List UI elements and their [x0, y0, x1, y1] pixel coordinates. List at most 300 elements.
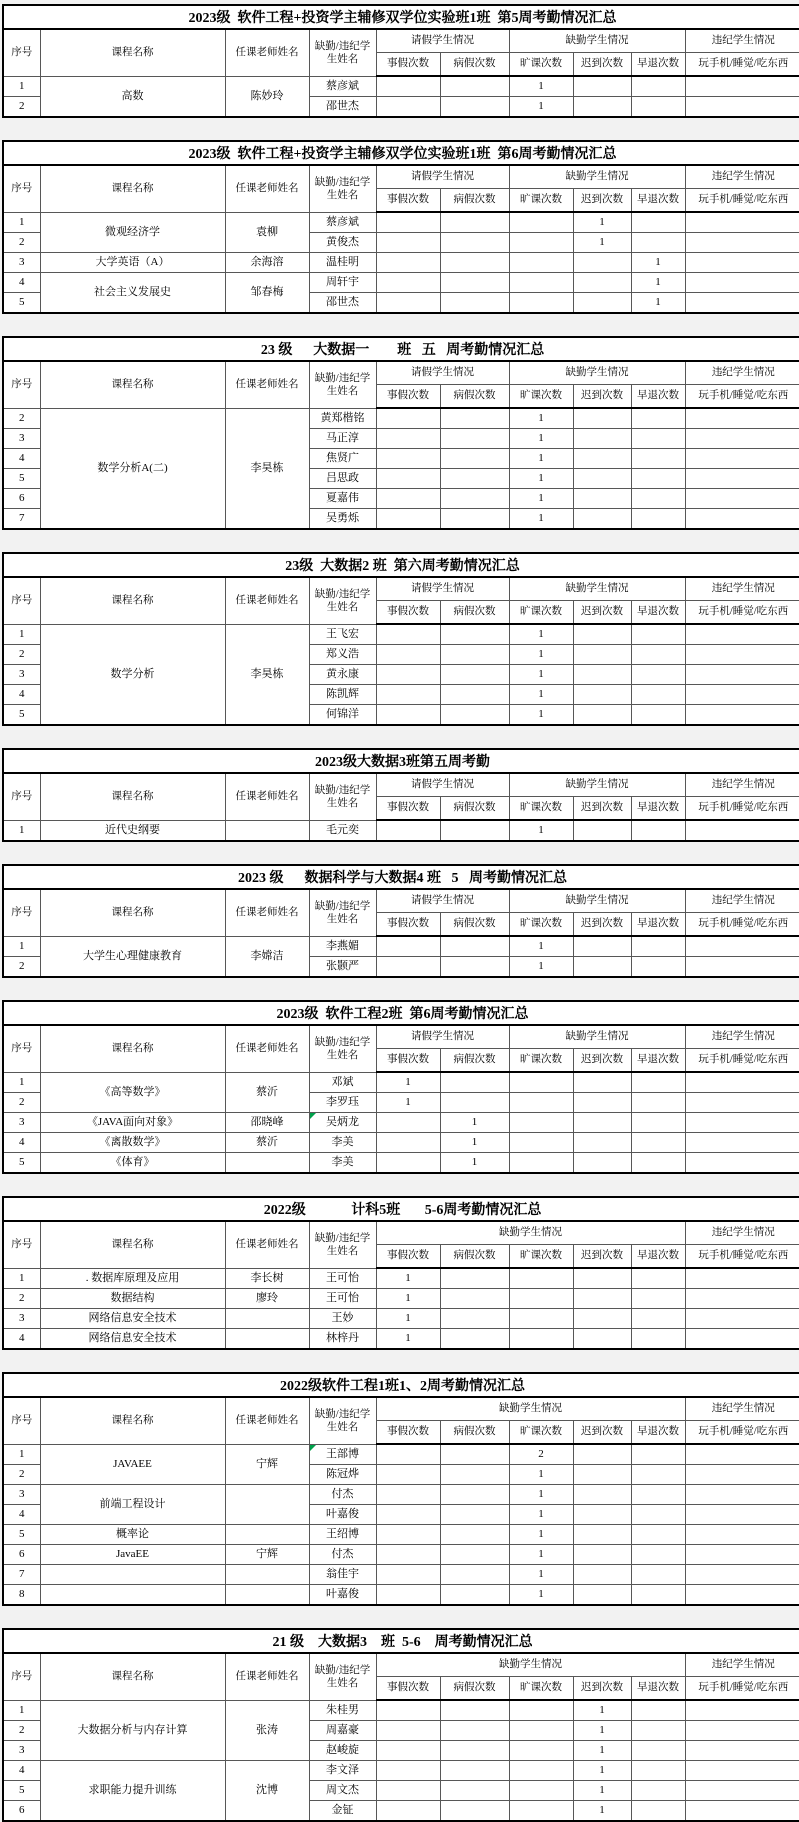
cell-student[interactable]: 蔡彦斌: [309, 76, 376, 97]
cell-discipline[interactable]: [685, 509, 799, 530]
col-header-early-leave[interactable]: 早退次数: [631, 1049, 685, 1073]
group-header-absent[interactable]: 缺勤学生情况: [376, 1397, 685, 1421]
cell-teacher[interactable]: [225, 1309, 309, 1329]
cell-count-early-leave[interactable]: [631, 820, 685, 841]
cell-count-late[interactable]: [573, 645, 631, 665]
table-title[interactable]: 21 级 大数据3 班 5-6 周考勤情况汇总: [3, 1629, 799, 1653]
cell-student[interactable]: 朱桂男: [309, 1700, 376, 1721]
col-header-early-leave[interactable]: 早退次数: [631, 1421, 685, 1445]
cell-count-personal-leave[interactable]: [376, 489, 440, 509]
cell-count-personal-leave[interactable]: [376, 449, 440, 469]
cell-count-truancy[interactable]: [509, 1153, 573, 1174]
table-title[interactable]: 2023级 软件工程2班 第6周考勤情况汇总: [3, 1001, 799, 1025]
cell-student[interactable]: 李美: [309, 1153, 376, 1174]
cell-count-late[interactable]: 1: [573, 1801, 631, 1822]
cell-count-late[interactable]: [573, 97, 631, 118]
col-header-student[interactable]: 缺勤/违纪学生姓名: [309, 1025, 376, 1072]
cell-course[interactable]: 前端工程设计: [40, 1485, 225, 1525]
cell-count-truancy[interactable]: [509, 1781, 573, 1801]
col-header-personal-leave[interactable]: 事假次数: [376, 797, 440, 821]
cell-teacher[interactable]: 袁柳: [225, 212, 309, 253]
cell-discipline[interactable]: [685, 1289, 799, 1309]
cell-count-late[interactable]: [573, 489, 631, 509]
cell-teacher[interactable]: 蔡沂: [225, 1133, 309, 1153]
col-header-serial[interactable]: 序号: [3, 889, 40, 936]
cell-student[interactable]: 邵世杰: [309, 97, 376, 118]
cell-count-personal-leave[interactable]: [376, 1761, 440, 1781]
cell-course[interactable]: 大学生心理健康教育: [40, 936, 225, 977]
cell-count-personal-leave[interactable]: [376, 1781, 440, 1801]
col-header-student[interactable]: 缺勤/违纪学生姓名: [309, 889, 376, 936]
cell-discipline[interactable]: [685, 705, 799, 726]
group-header-leave[interactable]: 请假学生情况: [376, 361, 509, 385]
cell-count-early-leave[interactable]: [631, 233, 685, 253]
cell-discipline[interactable]: [685, 97, 799, 118]
cell-count-late[interactable]: [573, 1153, 631, 1174]
cell-count-late[interactable]: [573, 1133, 631, 1153]
group-header-leave[interactable]: 请假学生情况: [376, 29, 509, 53]
col-header-early-leave[interactable]: 早退次数: [631, 913, 685, 937]
cell-count-sick-leave[interactable]: [440, 1761, 509, 1781]
cell-count-truancy[interactable]: [509, 233, 573, 253]
cell-student[interactable]: 吕思政: [309, 469, 376, 489]
cell-teacher[interactable]: [225, 1153, 309, 1174]
cell-discipline[interactable]: [685, 212, 799, 233]
cell-teacher[interactable]: 廖玲: [225, 1289, 309, 1309]
group-header-discipline[interactable]: 违纪学生情况: [685, 29, 799, 53]
cell-count-truancy[interactable]: 1: [509, 705, 573, 726]
cell-count-late[interactable]: [573, 429, 631, 449]
cell-serial[interactable]: 2: [3, 233, 40, 253]
cell-count-sick-leave[interactable]: [440, 212, 509, 233]
cell-count-sick-leave[interactable]: [440, 1585, 509, 1606]
col-header-late[interactable]: 迟到次数: [573, 797, 631, 821]
cell-student[interactable]: 黄郑楷铭: [309, 408, 376, 429]
cell-student[interactable]: 温桂明: [309, 253, 376, 273]
col-header-personal-leave[interactable]: 事假次数: [376, 1245, 440, 1269]
cell-teacher[interactable]: 李嫦洁: [225, 936, 309, 977]
cell-student[interactable]: 夏嘉伟: [309, 489, 376, 509]
cell-serial[interactable]: 1: [3, 1072, 40, 1093]
cell-count-truancy[interactable]: [509, 1093, 573, 1113]
col-header-student[interactable]: 缺勤/违纪学生姓名: [309, 577, 376, 624]
cell-count-personal-leave[interactable]: [376, 1801, 440, 1822]
cell-course[interactable]: 《体育》: [40, 1153, 225, 1174]
cell-count-late[interactable]: [573, 1465, 631, 1485]
cell-serial[interactable]: 2: [3, 957, 40, 978]
cell-count-truancy[interactable]: 1: [509, 1525, 573, 1545]
cell-count-early-leave[interactable]: [631, 1485, 685, 1505]
cell-count-early-leave[interactable]: [631, 212, 685, 233]
cell-count-truancy[interactable]: 1: [509, 820, 573, 841]
cell-count-truancy[interactable]: 1: [509, 624, 573, 645]
cell-serial[interactable]: 4: [3, 273, 40, 293]
cell-count-sick-leave[interactable]: [440, 1741, 509, 1761]
table-title[interactable]: 2023级 软件工程+投资学主辅修双学位实验班1班 第6周考勤情况汇总: [3, 141, 799, 165]
cell-count-early-leave[interactable]: [631, 509, 685, 530]
cell-discipline[interactable]: [685, 1565, 799, 1585]
cell-student[interactable]: 林梓丹: [309, 1329, 376, 1350]
cell-count-sick-leave[interactable]: [440, 1485, 509, 1505]
cell-discipline[interactable]: [685, 1153, 799, 1174]
cell-discipline[interactable]: [685, 1444, 799, 1465]
cell-count-personal-leave[interactable]: [376, 705, 440, 726]
cell-discipline[interactable]: [685, 1465, 799, 1485]
cell-student[interactable]: 王飞宏: [309, 624, 376, 645]
col-header-student[interactable]: 缺勤/违纪学生姓名: [309, 165, 376, 212]
group-header-absent[interactable]: 缺勤学生情况: [509, 1025, 685, 1049]
cell-count-late[interactable]: [573, 685, 631, 705]
cell-course[interactable]: 高数: [40, 76, 225, 117]
cell-count-early-leave[interactable]: [631, 1153, 685, 1174]
cell-count-truancy[interactable]: 1: [509, 1465, 573, 1485]
col-header-sick-leave[interactable]: 病假次数: [440, 189, 509, 213]
col-header-late[interactable]: 迟到次数: [573, 913, 631, 937]
cell-count-early-leave[interactable]: [631, 1309, 685, 1329]
col-header-truancy[interactable]: 旷课次数: [509, 1677, 573, 1701]
col-header-course[interactable]: 课程名称: [40, 361, 225, 408]
col-header-discipline-detail[interactable]: 玩手机/睡觉/吃东西: [685, 1049, 799, 1073]
cell-discipline[interactable]: [685, 469, 799, 489]
cell-count-late[interactable]: [573, 253, 631, 273]
col-header-serial[interactable]: 序号: [3, 361, 40, 408]
col-header-early-leave[interactable]: 早退次数: [631, 385, 685, 409]
cell-count-early-leave[interactable]: [631, 665, 685, 685]
col-header-truancy[interactable]: 旷课次数: [509, 913, 573, 937]
col-header-late[interactable]: 迟到次数: [573, 1677, 631, 1701]
cell-discipline[interactable]: [685, 1585, 799, 1606]
cell-count-sick-leave[interactable]: [440, 509, 509, 530]
cell-count-sick-leave[interactable]: [440, 253, 509, 273]
cell-count-personal-leave[interactable]: [376, 233, 440, 253]
cell-teacher[interactable]: 余海溶: [225, 253, 309, 273]
col-header-teacher[interactable]: 任课老师姓名: [225, 773, 309, 820]
col-header-course[interactable]: 课程名称: [40, 1221, 225, 1268]
col-header-late[interactable]: 迟到次数: [573, 601, 631, 625]
cell-discipline[interactable]: [685, 273, 799, 293]
group-header-discipline[interactable]: 违纪学生情况: [685, 889, 799, 913]
cell-count-sick-leave[interactable]: [440, 1721, 509, 1741]
col-header-discipline-detail[interactable]: 玩手机/睡觉/吃东西: [685, 1245, 799, 1269]
cell-serial[interactable]: 2: [3, 1093, 40, 1113]
col-header-truancy[interactable]: 旷课次数: [509, 53, 573, 77]
cell-count-early-leave[interactable]: 1: [631, 293, 685, 314]
cell-count-early-leave[interactable]: [631, 1565, 685, 1585]
cell-discipline[interactable]: [685, 1700, 799, 1721]
cell-serial[interactable]: 1: [3, 936, 40, 957]
cell-discipline[interactable]: [685, 76, 799, 97]
cell-student[interactable]: 王可怡: [309, 1268, 376, 1289]
cell-count-late[interactable]: 1: [573, 1721, 631, 1741]
cell-student[interactable]: 金钲: [309, 1801, 376, 1822]
cell-student[interactable]: 郑义浩: [309, 645, 376, 665]
group-header-leave[interactable]: 请假学生情况: [376, 889, 509, 913]
cell-count-sick-leave[interactable]: [440, 624, 509, 645]
col-header-serial[interactable]: 序号: [3, 1653, 40, 1700]
col-header-late[interactable]: 迟到次数: [573, 1245, 631, 1269]
col-header-course[interactable]: 课程名称: [40, 1653, 225, 1700]
cell-count-personal-leave[interactable]: [376, 469, 440, 489]
group-header-absent[interactable]: 缺勤学生情况: [509, 577, 685, 601]
col-header-discipline-detail[interactable]: 玩手机/睡觉/吃东西: [685, 385, 799, 409]
cell-teacher[interactable]: 沈博: [225, 1761, 309, 1822]
col-header-discipline-detail[interactable]: 玩手机/睡觉/吃东西: [685, 1677, 799, 1701]
cell-course[interactable]: 网络信息安全技术: [40, 1329, 225, 1350]
col-header-personal-leave[interactable]: 事假次数: [376, 1677, 440, 1701]
table-title[interactable]: 23 级 大数据一 班 五 周考勤情况汇总: [3, 337, 799, 361]
col-header-early-leave[interactable]: 早退次数: [631, 601, 685, 625]
cell-count-personal-leave[interactable]: [376, 97, 440, 118]
cell-count-early-leave[interactable]: [631, 936, 685, 957]
cell-serial[interactable]: 3: [3, 429, 40, 449]
cell-count-late[interactable]: 1: [573, 233, 631, 253]
cell-count-late[interactable]: [573, 936, 631, 957]
cell-count-truancy[interactable]: 1: [509, 509, 573, 530]
col-header-course[interactable]: 课程名称: [40, 889, 225, 936]
cell-count-late[interactable]: [573, 1585, 631, 1606]
col-header-sick-leave[interactable]: 病假次数: [440, 601, 509, 625]
cell-count-early-leave[interactable]: [631, 1289, 685, 1309]
cell-teacher[interactable]: [225, 1525, 309, 1545]
col-header-student[interactable]: 缺勤/违纪学生姓名: [309, 773, 376, 820]
cell-discipline[interactable]: [685, 1761, 799, 1781]
cell-discipline[interactable]: [685, 957, 799, 978]
cell-count-early-leave[interactable]: [631, 1444, 685, 1465]
cell-course[interactable]: 社会主义发展史: [40, 273, 225, 314]
col-header-teacher[interactable]: 任课老师姓名: [225, 1653, 309, 1700]
cell-count-personal-leave[interactable]: [376, 645, 440, 665]
cell-count-personal-leave[interactable]: [376, 1741, 440, 1761]
cell-count-late[interactable]: [573, 469, 631, 489]
cell-student[interactable]: 黄俊杰: [309, 233, 376, 253]
col-header-sick-leave[interactable]: 病假次数: [440, 1245, 509, 1269]
cell-serial[interactable]: 2: [3, 1465, 40, 1485]
cell-student[interactable]: 周嘉豪: [309, 1721, 376, 1741]
col-header-discipline-detail[interactable]: 玩手机/睡觉/吃东西: [685, 1421, 799, 1445]
cell-course[interactable]: 数学分析A(二): [40, 408, 225, 529]
cell-serial[interactable]: 3: [3, 1309, 40, 1329]
cell-count-early-leave[interactable]: 1: [631, 253, 685, 273]
col-header-truancy[interactable]: 旷课次数: [509, 1049, 573, 1073]
cell-count-truancy[interactable]: 1: [509, 408, 573, 429]
cell-count-personal-leave[interactable]: [376, 624, 440, 645]
cell-count-late[interactable]: [573, 1289, 631, 1309]
cell-count-early-leave[interactable]: [631, 1741, 685, 1761]
cell-count-truancy[interactable]: 1: [509, 1585, 573, 1606]
cell-count-sick-leave[interactable]: [440, 1309, 509, 1329]
cell-count-early-leave[interactable]: [631, 1721, 685, 1741]
cell-serial[interactable]: 4: [3, 1761, 40, 1781]
cell-student[interactable]: 王绍博: [309, 1525, 376, 1545]
cell-count-early-leave[interactable]: [631, 76, 685, 97]
cell-student[interactable]: 李罗珏: [309, 1093, 376, 1113]
cell-teacher[interactable]: [225, 820, 309, 841]
col-header-course[interactable]: 课程名称: [40, 1397, 225, 1444]
cell-course[interactable]: 网络信息安全技术: [40, 1309, 225, 1329]
cell-discipline[interactable]: [685, 1525, 799, 1545]
col-header-serial[interactable]: 序号: [3, 1397, 40, 1444]
cell-student[interactable]: 叶嘉俊: [309, 1505, 376, 1525]
cell-count-personal-leave[interactable]: [376, 293, 440, 314]
col-header-course[interactable]: 课程名称: [40, 1025, 225, 1072]
cell-count-truancy[interactable]: [509, 1072, 573, 1093]
cell-count-sick-leave[interactable]: [440, 1545, 509, 1565]
cell-student[interactable]: 毛元奕: [309, 820, 376, 841]
cell-count-late[interactable]: [573, 1329, 631, 1350]
cell-count-late[interactable]: [573, 957, 631, 978]
cell-serial[interactable]: 2: [3, 408, 40, 429]
cell-count-truancy[interactable]: 1: [509, 449, 573, 469]
cell-count-early-leave[interactable]: [631, 1700, 685, 1721]
cell-student[interactable]: 周文杰: [309, 1781, 376, 1801]
cell-count-late[interactable]: [573, 293, 631, 314]
group-header-leave[interactable]: 请假学生情况: [376, 165, 509, 189]
col-header-sick-leave[interactable]: 病假次数: [440, 913, 509, 937]
col-header-serial[interactable]: 序号: [3, 1221, 40, 1268]
cell-discipline[interactable]: [685, 1329, 799, 1350]
group-header-leave[interactable]: 请假学生情况: [376, 773, 509, 797]
cell-teacher[interactable]: 宁辉: [225, 1444, 309, 1485]
col-header-teacher[interactable]: 任课老师姓名: [225, 577, 309, 624]
col-header-personal-leave[interactable]: 事假次数: [376, 601, 440, 625]
cell-course[interactable]: 数据结构: [40, 1289, 225, 1309]
cell-count-personal-leave[interactable]: 1: [376, 1093, 440, 1113]
cell-count-sick-leave[interactable]: [440, 1289, 509, 1309]
cell-serial[interactable]: 2: [3, 645, 40, 665]
cell-count-truancy[interactable]: [509, 1113, 573, 1133]
cell-course[interactable]: 《高等数学》: [40, 1072, 225, 1113]
cell-count-truancy[interactable]: [509, 1741, 573, 1761]
cell-course[interactable]: 《JAVA面向对象》: [40, 1113, 225, 1133]
cell-count-truancy[interactable]: [509, 1721, 573, 1741]
cell-count-early-leave[interactable]: 1: [631, 273, 685, 293]
col-header-truancy[interactable]: 旷课次数: [509, 1245, 573, 1269]
col-header-truancy[interactable]: 旷课次数: [509, 385, 573, 409]
cell-count-early-leave[interactable]: [631, 957, 685, 978]
cell-count-late[interactable]: [573, 1072, 631, 1093]
cell-serial[interactable]: 1: [3, 1268, 40, 1289]
cell-count-personal-leave[interactable]: [376, 1565, 440, 1585]
cell-count-early-leave[interactable]: [631, 408, 685, 429]
cell-discipline[interactable]: [685, 1721, 799, 1741]
cell-count-truancy[interactable]: 1: [509, 936, 573, 957]
cell-count-sick-leave[interactable]: [440, 97, 509, 118]
cell-serial[interactable]: 4: [3, 1329, 40, 1350]
col-header-personal-leave[interactable]: 事假次数: [376, 1421, 440, 1445]
cell-course[interactable]: 概率论: [40, 1525, 225, 1545]
cell-count-sick-leave[interactable]: [440, 1072, 509, 1093]
cell-count-personal-leave[interactable]: [376, 1113, 440, 1133]
cell-count-sick-leave[interactable]: [440, 469, 509, 489]
cell-count-truancy[interactable]: [509, 1133, 573, 1153]
table-title[interactable]: 2023级 软件工程+投资学主辅修双学位实验班1班 第5周考勤情况汇总: [3, 5, 799, 29]
cell-count-early-leave[interactable]: [631, 429, 685, 449]
col-header-late[interactable]: 迟到次数: [573, 1421, 631, 1445]
group-header-absent[interactable]: 缺勤学生情况: [509, 889, 685, 913]
cell-count-early-leave[interactable]: [631, 1093, 685, 1113]
cell-count-personal-leave[interactable]: [376, 936, 440, 957]
cell-serial[interactable]: 4: [3, 1505, 40, 1525]
cell-discipline[interactable]: [685, 1545, 799, 1565]
group-header-discipline[interactable]: 违纪学生情况: [685, 1653, 799, 1677]
cell-count-early-leave[interactable]: [631, 645, 685, 665]
cell-student[interactable]: 何锦洋: [309, 705, 376, 726]
cell-count-sick-leave[interactable]: [440, 1093, 509, 1113]
cell-count-personal-leave[interactable]: [376, 1465, 440, 1485]
cell-discipline[interactable]: [685, 429, 799, 449]
cell-count-truancy[interactable]: [509, 1700, 573, 1721]
cell-student[interactable]: 翁佳宇: [309, 1565, 376, 1585]
cell-discipline[interactable]: [685, 820, 799, 841]
col-header-teacher[interactable]: 任课老师姓名: [225, 29, 309, 76]
col-header-serial[interactable]: 序号: [3, 577, 40, 624]
cell-count-personal-leave[interactable]: [376, 957, 440, 978]
group-header-discipline[interactable]: 违纪学生情况: [685, 1025, 799, 1049]
cell-serial[interactable]: 5: [3, 1525, 40, 1545]
col-header-serial[interactable]: 序号: [3, 1025, 40, 1072]
cell-count-early-leave[interactable]: [631, 705, 685, 726]
cell-count-early-leave[interactable]: [631, 1113, 685, 1133]
cell-course[interactable]: 求职能力提升训练: [40, 1761, 225, 1822]
cell-count-late[interactable]: [573, 1093, 631, 1113]
cell-count-sick-leave[interactable]: [440, 449, 509, 469]
cell-count-sick-leave[interactable]: [440, 408, 509, 429]
cell-teacher[interactable]: 蔡沂: [225, 1072, 309, 1113]
cell-serial[interactable]: 7: [3, 1565, 40, 1585]
cell-teacher[interactable]: [225, 1565, 309, 1585]
col-header-student[interactable]: 缺勤/违纪学生姓名: [309, 1221, 376, 1268]
cell-count-sick-leave[interactable]: 1: [440, 1133, 509, 1153]
cell-course[interactable]: [40, 1585, 225, 1606]
group-header-discipline[interactable]: 违纪学生情况: [685, 1397, 799, 1421]
cell-count-sick-leave[interactable]: [440, 936, 509, 957]
cell-count-late[interactable]: [573, 273, 631, 293]
cell-count-personal-leave[interactable]: [376, 253, 440, 273]
group-header-discipline[interactable]: 违纪学生情况: [685, 1221, 799, 1245]
col-header-late[interactable]: 迟到次数: [573, 189, 631, 213]
cell-count-early-leave[interactable]: [631, 1329, 685, 1350]
col-header-early-leave[interactable]: 早退次数: [631, 797, 685, 821]
cell-count-truancy[interactable]: 1: [509, 429, 573, 449]
cell-serial[interactable]: 4: [3, 449, 40, 469]
cell-student[interactable]: 吴勇烁: [309, 509, 376, 530]
col-header-teacher[interactable]: 任课老师姓名: [225, 165, 309, 212]
cell-count-truancy[interactable]: 1: [509, 469, 573, 489]
cell-teacher[interactable]: [225, 1585, 309, 1606]
cell-count-truancy[interactable]: [509, 1801, 573, 1822]
cell-course[interactable]: 数学分析: [40, 624, 225, 725]
cell-count-truancy[interactable]: [509, 212, 573, 233]
cell-count-sick-leave[interactable]: [440, 1565, 509, 1585]
col-header-serial[interactable]: 序号: [3, 773, 40, 820]
cell-serial[interactable]: 3: [3, 253, 40, 273]
cell-serial[interactable]: 6: [3, 1545, 40, 1565]
group-header-absent[interactable]: 缺勤学生情况: [509, 29, 685, 53]
cell-count-truancy[interactable]: [509, 253, 573, 273]
cell-course[interactable]: JavaEE: [40, 1545, 225, 1565]
cell-discipline[interactable]: [685, 1268, 799, 1289]
cell-discipline[interactable]: [685, 645, 799, 665]
cell-count-truancy[interactable]: 1: [509, 1545, 573, 1565]
cell-serial[interactable]: 5: [3, 1153, 40, 1174]
cell-count-early-leave[interactable]: [631, 1761, 685, 1781]
cell-count-personal-leave[interactable]: [376, 1505, 440, 1525]
cell-count-personal-leave[interactable]: [376, 76, 440, 97]
cell-student[interactable]: 王妙: [309, 1309, 376, 1329]
cell-count-personal-leave[interactable]: [376, 1700, 440, 1721]
cell-discipline[interactable]: [685, 489, 799, 509]
cell-count-sick-leave[interactable]: [440, 233, 509, 253]
